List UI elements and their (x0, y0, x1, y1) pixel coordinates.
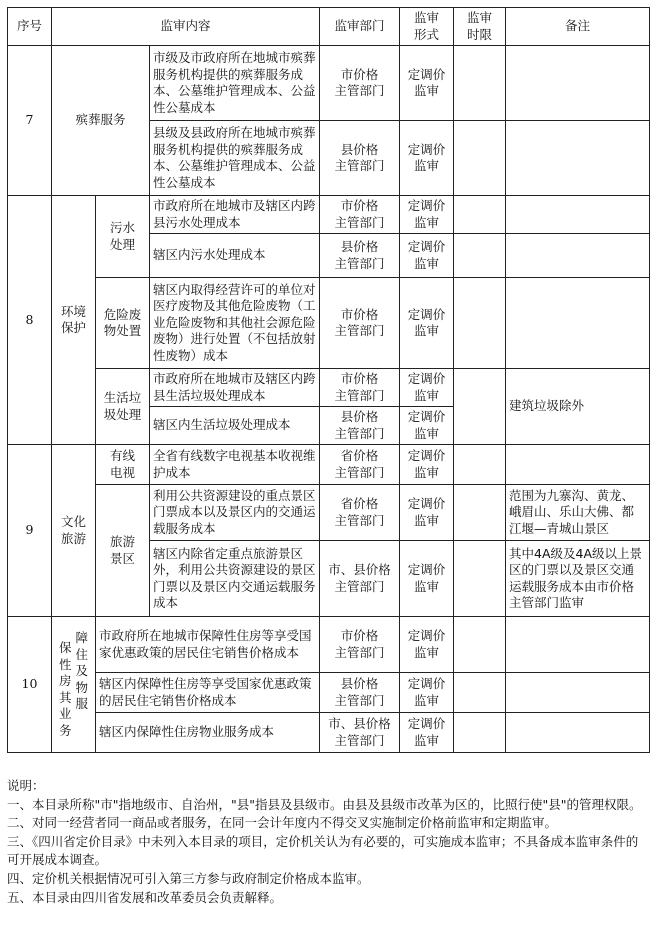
audit-limit (454, 196, 506, 234)
row-number-7: 7 (8, 46, 52, 196)
audit-note: 范围为九寨沟、黄龙、峨眉山、乐山大佛、都江堰—青城山景区 (506, 485, 650, 541)
audit-dept: 县价格 主管部门 (320, 407, 400, 445)
garbage-note: 建筑垃圾除外 (506, 369, 650, 445)
pricing-audit-table (7, 7, 650, 753)
header-form: 监审 形式 (400, 8, 454, 46)
audit-form: 定调价 监审 (400, 369, 454, 407)
audit-dept: 省价格 主管部门 (320, 485, 400, 541)
table-row (8, 369, 650, 407)
audit-dept: 县价格 主管部门 (320, 673, 400, 713)
audit-dept: 省价格 主管部门 (320, 445, 400, 485)
audit-limit (454, 46, 506, 121)
audit-limit (454, 278, 506, 369)
audit-content: 辖区内保障性住房等享受国家优惠政策的居民住宅销售价格成本 (96, 673, 320, 713)
row-number-9: 9 (8, 445, 52, 617)
audit-note (506, 234, 650, 278)
row-number-10: 10 (8, 617, 52, 753)
header-note: 备注 (506, 8, 650, 46)
audit-dept: 市价格 主管部门 (320, 196, 400, 234)
audit-form: 定调价 监审 (400, 121, 454, 196)
table-row (8, 278, 650, 369)
audit-limit (454, 541, 506, 617)
audit-content: 市政府所在地城市及辖区内跨县污水处理成本 (150, 196, 320, 234)
note-line: 五、本目录由四川省发展和改革委员会负责解释。 (7, 889, 283, 905)
audit-note (506, 617, 650, 673)
audit-dept: 市价格 主管部门 (320, 278, 400, 369)
notes-section (7, 777, 649, 907)
table-row (8, 673, 650, 713)
subcategory-sewage: 污水 处理 (96, 196, 150, 278)
audit-form: 定调价 监审 (400, 234, 454, 278)
table-row (8, 445, 650, 485)
audit-content: 辖区内污水处理成本 (150, 234, 320, 278)
header-seq: 序号 (8, 8, 52, 46)
audit-limit (454, 121, 506, 196)
audit-content: 市政府所在地城市及辖区内跨县生活垃圾处理成本 (150, 369, 320, 407)
category-housing-right: 障 住 及 物 服 (75, 630, 89, 711)
audit-form: 定调价 监审 (400, 673, 454, 713)
audit-note (506, 278, 650, 369)
audit-content: 全省有线数字电视基本收视维护成本 (150, 445, 320, 485)
category-housing-left: 保 性 房 其 业 务 (58, 640, 72, 738)
audit-limit (454, 445, 506, 485)
audit-content: 市政府所在地城市保障性住房等享受国家优惠政策的居民住宅销售价格成本 (96, 617, 320, 673)
audit-form: 定调价 监审 (400, 407, 454, 445)
subcategory-garbage: 生活垃 圾处理 (96, 369, 150, 445)
audit-note (506, 121, 650, 196)
note-line: 三、《四川省定价目录》中未列入本目录的项目，定价机关认为有必要的，可实施成本监审；不具备成本监审条件的可开展成本调查。 (7, 833, 639, 868)
audit-dept: 市、县价格 主管部门 (320, 541, 400, 617)
audit-limit (454, 369, 506, 445)
table-header (8, 8, 650, 46)
table-row (8, 196, 650, 234)
audit-limit (454, 673, 506, 713)
audit-content: 辖区内除省定重点旅游景区外，利用公共资源建设的景区门票以及景区内交通运载服务成本 (150, 541, 320, 617)
table-row (8, 46, 650, 121)
header-dept: 监审部门 (320, 8, 400, 46)
audit-dept: 市价格 主管部门 (320, 46, 400, 121)
category-funeral: 殡葬服务 (52, 46, 150, 196)
note-line: 一、本目录所称"市"指地级市、自治州，"县"指县及县级市。由县及县级市改革为区的，比照行使"县"的管理权限。 (7, 796, 642, 812)
table-row (8, 713, 650, 753)
audit-note (506, 445, 650, 485)
audit-limit (454, 234, 506, 278)
audit-limit (454, 617, 506, 673)
audit-content: 辖区内保障性住房物业服务成本 (96, 713, 320, 753)
audit-dept: 县价格 主管部门 (320, 121, 400, 196)
audit-note (506, 196, 650, 234)
note-line: 二、对同一经营者同一商品或者服务，在同一会计年度内不得交叉实施制定价格前监审和定期监审。 (7, 815, 558, 831)
category-housing (52, 617, 96, 753)
audit-dept: 市价格 主管部门 (320, 369, 400, 407)
audit-dept: 市、县价格 主管部门 (320, 713, 400, 753)
header-content: 监审内容 (52, 8, 320, 46)
audit-form: 定调价 监审 (400, 485, 454, 541)
audit-form: 定调价 监审 (400, 617, 454, 673)
audit-content: 辖区内生活垃圾处理成本 (150, 407, 320, 445)
audit-form: 定调价 监审 (400, 278, 454, 369)
table-row (8, 485, 650, 541)
note-line: 四、定价机关根据情况可引入第三方参与政府制定价格成本监审。 (7, 870, 370, 886)
audit-dept: 县价格 主管部门 (320, 234, 400, 278)
audit-limit (454, 713, 506, 753)
audit-form: 定调价 监审 (400, 46, 454, 121)
audit-content: 利用公共资源建设的重点景区门票成本以及景区内的交通运载服务成本 (150, 485, 320, 541)
audit-dept: 市价格 主管部门 (320, 617, 400, 673)
audit-limit (454, 485, 506, 541)
category-culture-tourism: 文化 旅游 (52, 445, 96, 617)
audit-note (506, 673, 650, 713)
row-number-8: 8 (8, 196, 52, 445)
notes-title: 说明： (7, 778, 45, 793)
audit-note: 其中4A级及4A级以上景区的门票以及景区交通运载服务成本由市价格主管部门监审 (506, 541, 650, 617)
audit-form: 定调价 监审 (400, 196, 454, 234)
audit-note (506, 713, 650, 753)
table-row (8, 617, 650, 673)
subcategory-scenic-area: 旅游 景区 (96, 485, 150, 617)
subcategory-hazardous-waste: 危险废 物处置 (96, 278, 150, 369)
audit-form: 定调价 监审 (400, 445, 454, 485)
audit-form: 定调价 监审 (400, 541, 454, 617)
audit-content: 县级及县政府所在地城市殡葬服务机构提供的殡葬服务成本、公墓维护管理成本、公益性公墓成本 (150, 121, 320, 196)
audit-content: 辖区内取得经营许可的单位对医疗废物及其他危险废物（工业危险废物和其他社会源危险废物）进行处置（不包括放射性废物）成本 (150, 278, 320, 369)
category-environment: 环境 保护 (52, 196, 96, 445)
audit-note (506, 46, 650, 121)
audit-form: 定调价 监审 (400, 713, 454, 753)
subcategory-cable-tv: 有线 电视 (96, 445, 150, 485)
audit-content: 市级及市政府所在地城市殡葬服务机构提供的殡葬服务成本、公墓维护管理成本、公益性公墓成本 (150, 46, 320, 121)
header-limit: 监审 时限 (454, 8, 506, 46)
